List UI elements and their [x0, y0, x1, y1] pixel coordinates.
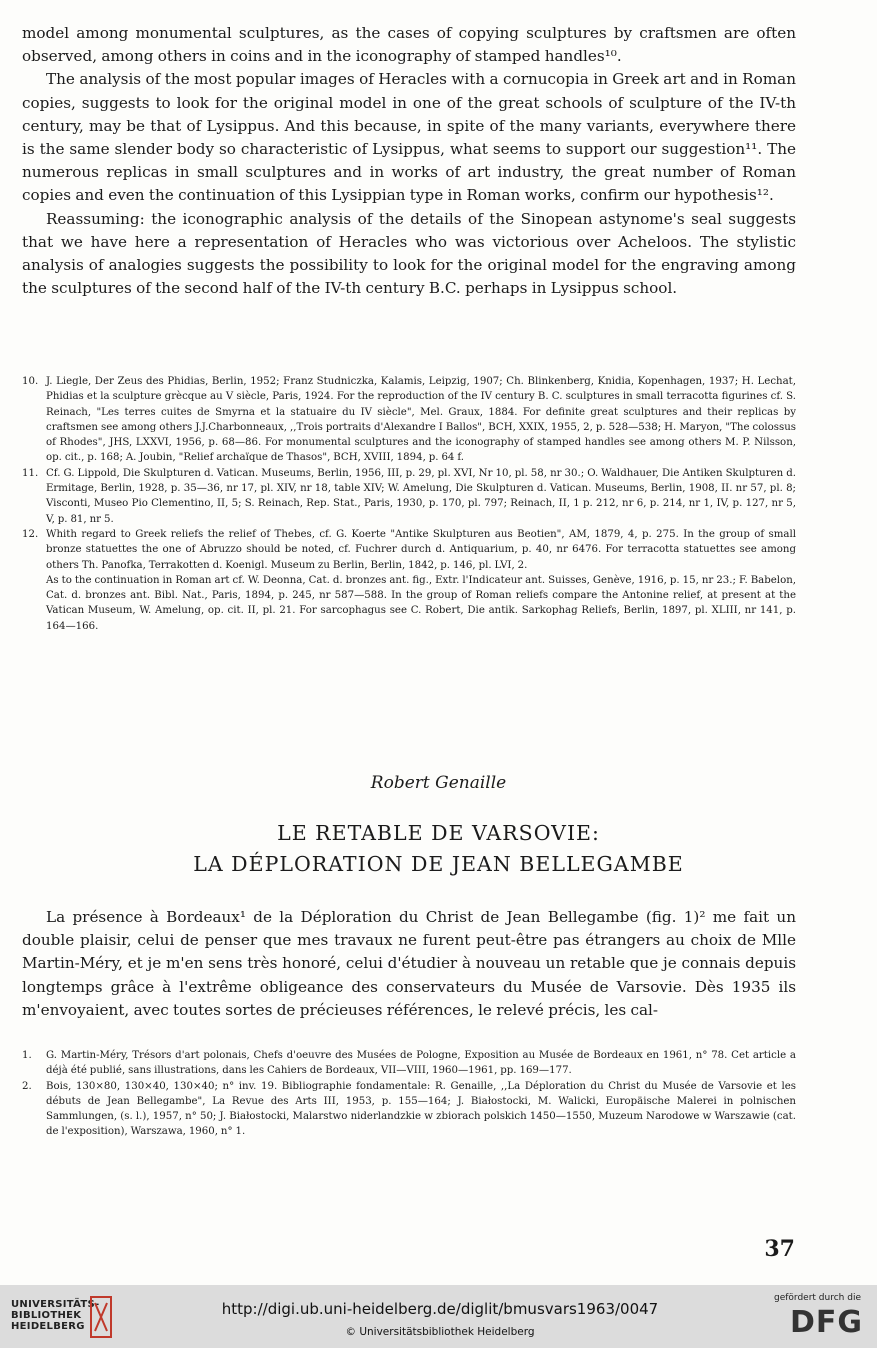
viewer-footer [0, 1285, 877, 1348]
body-text-top [22, 22, 796, 300]
footnote-text: Whith regard to Greek reliefs the relief of Thebes, cf. G. Koerte "Antike Skulpturen aus Beotien", AM, 1879, 4, p. 275. In the group of small bronze statuettes the one of Abruzzo should be noted, cf. Fuchrer durch d. Antiquarium, p. 40, nr 6476. For terracotta statuettes see among others Th. Panofka, Terrakotten d. Koenigl. Museum zu Berlin, Berlin, 1842, p. 146, pl. LVI, 2. [46, 528, 796, 571]
article-title-line: LE RETABLE DE VARSOVIE: [277, 821, 600, 845]
body-text-bottom [22, 906, 796, 1022]
footnote [22, 466, 796, 527]
footnote-number: 12. [22, 528, 39, 540]
footnote-text: Cf. G. Lippold, Die Skulpturen d. Vatican. Museums, Berlin, 1956, III, p. 29, pl. XVI, Nr 10, pl. 58, nr 30.; O. Waldhauer, Die Antiken Skulpturen d. Ermitage, Berlin, 1928, p. 35—36, nr 17, pl. XIV, nr 18, table XIV; W. Amelung, Die Skulpturen d. Vatican. Museums, Berlin, 1908, II. nr 57, pl. 8; Visconti, Museo Pio Clementino, II, 5; S. Reinach, Rep. Stat., Paris, 1930, p. 170, pl. 797; Reinach, II, 1 p. 212, nr 6, p. 214, nr 1, IV, p. 127, nr 5, V, p. 81, nr 5. [46, 467, 796, 525]
footnote [22, 374, 796, 466]
footnote-text: As to the continuation in Roman art cf. W. Deonna, Cat. d. bronzes ant. fig., Extr. l'Indicateur ant. Suisses, Genève, 1916, p. 15, nr 23.; F. Babelon, Cat. d. bronzes ant. Bibl. Nat., Paris, 1894, p. 245, nr 587—588. In the group of Roman reliefs compare the Antonine relief, at present at the Vatican Museum, W. Amelung, op. cit. II, pl. 21. For sarcophagus see C. Robert, Die antik. Sarkophag Reliefs, Berlin, 1897, pl. XLIII, nr 141, p. 164—166. [46, 574, 796, 632]
article-author: Robert Genaille [370, 773, 507, 793]
footnote-text: G. Martin-Méry, Trésors d'art polonais, Chefs d'oeuvre des Musées de Pologne, Exposition au Musée de Bordeaux en 1961, n° 78. Cet article a déjà été publié, sans illustrations, dans les Cahiers de Bordeaux, VII—VIII, 1960—1961, pp. 169—177. [46, 1050, 796, 1077]
footnote-number: 11. [22, 467, 39, 479]
footnote-number: 10. [22, 376, 39, 387]
article-title [0, 818, 877, 880]
dfg-logo[interactable]: DFG [789, 1305, 863, 1340]
permalink-url[interactable]: http://digi.ub.uni-heidelberg.de/diglit/bmusvars1963/0047 [221, 1300, 659, 1318]
article-title-line: LA DÉPLORATION DE JEAN BELLEGAMBE [193, 852, 684, 876]
footnotes-top [22, 374, 796, 634]
footnote-number: 1. [22, 1050, 32, 1061]
paragraph: The analysis of the most popular images of Heracles with a cornucopia in Greek art and in Roman copies, suggests to look for the original model in one of the great schools of sculpture of the IV-th century, may be that of Lysippus. And this because, in spite of the many variants, everywhere there is the same slender body so characteristic of Lysippus, what seems to support our suggestion¹¹. The numerous replicas in small sculptures and in works of art industry, the great number of Roman copies and even the continuation of this Lysippian type in Roman works, confirm our hypothesis¹². [22, 70, 796, 205]
funding-note: gefördert durch die [774, 1293, 861, 1303]
library-name[interactable]: UNIVERSITÄTS- BIBLIOTHEK HEIDELBERG [11, 1299, 100, 1332]
footnote [22, 527, 796, 573]
page-number: 37 [764, 1236, 795, 1262]
library-logo-icon [90, 1295, 112, 1339]
paragraph: La présence à Bordeaux¹ de la Déploration du Christ de Jean Bellegambe (fig. 1)² me fait un double plaisir, celui de penser que mes travaux ne furent peut-être pas étrangers au choix de Mlle Martin-Méry, et je m'en sens très honoré, celui d'étudier à nouveau un retable que je connais depuis longtemps grâce à l'extrême obligeance des conservateurs du Musée de Varsovie. Dès 1935 ils m'envoyaient, avec toutes sortes de précieuses références, le relevé précis, les cal- [22, 908, 796, 1019]
footnote [22, 573, 796, 634]
footnote-text: J. Liegle, Der Zeus des Phidias, Berlin, 1952; Franz Studniczka, Kalamis, Leipzig, 1907; Ch. Blinkenberg, Knidia, Kopenhagen, 1937; H. Lechat, Phidias et la sculpture grècque au V siècle, Paris, 1924. For the reproduction of the IV century B. C. sculptures in small terracotta figurines cf. S. Reinach, "Les terres cuites de Smyrna et la statuaire du IV siècle", Mel. Graux, 1884. For definite great sculptures and their replicas by craftsmen see among others J.J.Charbonneaux, ,,Trois portraits d'Alexandre I Ballos", BCH, XXIX, 1955, 2, p. 528—538; H. Maryon, "The colossus of Rhodes", JHS, LXXVI, 1956, p. 68—86. For monumental sculptures and the iconography of stamped handles see among others M. P. Nilsson, op. cit., p. 168; A. Joubin, "Relief archaïque de Thasos", BCH, XVIII, 1894, p. 64 f. [46, 376, 796, 464]
footnote-text: Bois, 130×80, 130×40, 130×40; n° inv. 19. Bibliographie fondamentale: R. Genaille, ,,La Déploration du Christ du Musée de Varsovie et les débuts de Jean Bellegambe", La Revue des Arts III, 1953, p. 155—164; J. Białostocki, M. Walicki, Europäische Malerei in polnischen Sammlungen, (s. l.), 1957, n° 50; J. Białostocki, Malarstwo niderlandzkie w zbiorach polskich 1450—1550, Muzeum Narodowe w Warszawie (cat. de l'exposition), Warszawa, 1960, n° 1. [46, 1080, 796, 1138]
footnote [22, 1079, 796, 1140]
paragraph: model among monumental sculptures, as the cases of copying sculptures by craftsmen are often observed, among others in coins and in the iconography of stamped handles¹⁰. [22, 24, 796, 66]
paragraph: Reassuming: the iconographic analysis of the details of the Sinopean astynome's seal suggests that we have here a representation of Heracles who was victorious over Acheloos. The stylistic analysis of analogies suggests the possibility to look for the original model for the engraving among the sculptures of the second half of the IV-th century B.C. perhaps in Lysippus school. [22, 209, 796, 298]
footnotes-bottom [22, 1048, 796, 1140]
copyright-notice: © Universitätsbibliothek Heidelberg [345, 1326, 535, 1338]
footnote-number: 2. [22, 1080, 32, 1092]
footnote [22, 1048, 796, 1079]
